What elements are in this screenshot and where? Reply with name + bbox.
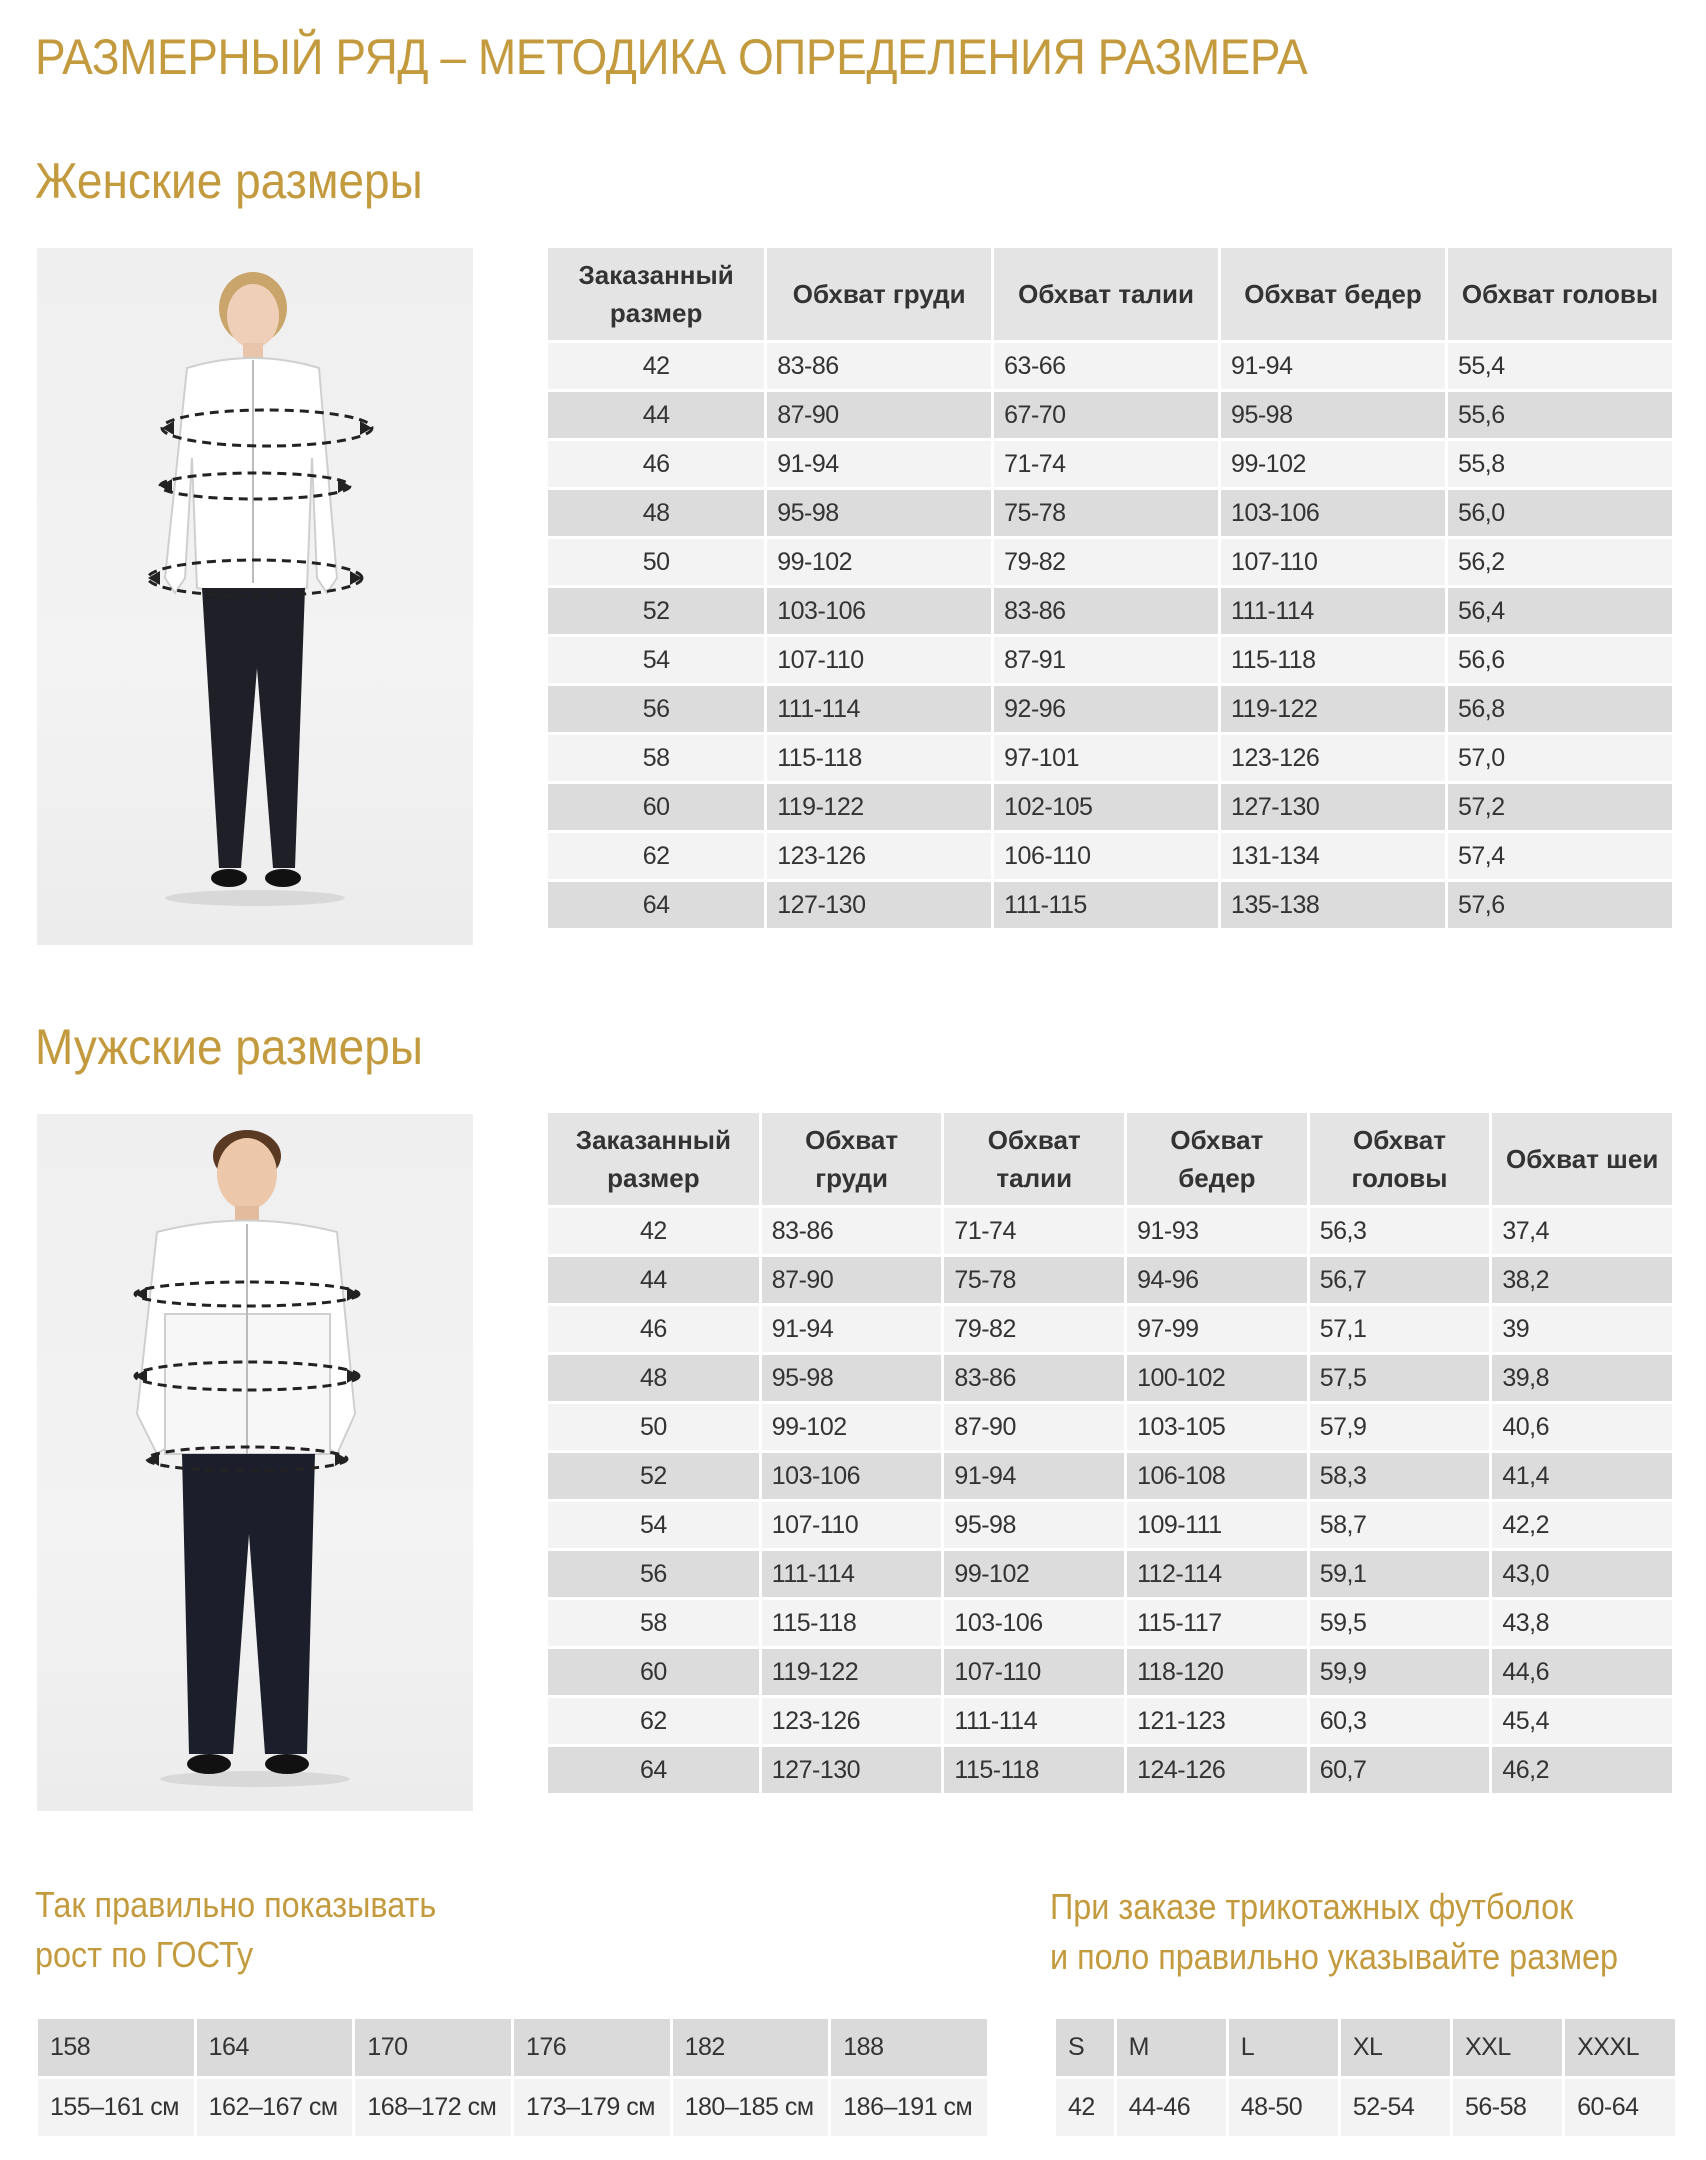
height-range: 155–161 см	[38, 2079, 194, 2136]
table-cell: 91-93	[1127, 1208, 1307, 1254]
table-cell: 95-98	[767, 490, 991, 536]
table-cell: 37,4	[1492, 1208, 1672, 1254]
tshirt-label-row	[1056, 2019, 1675, 2076]
table-cell: 42	[548, 343, 764, 389]
tshirt-table	[1053, 2016, 1678, 2139]
table-cell: 64	[548, 882, 764, 928]
table-cell: 127-130	[1221, 784, 1445, 830]
table-row	[548, 784, 1672, 830]
table-cell: 56,8	[1448, 686, 1672, 732]
table-cell: 57,6	[1448, 882, 1672, 928]
table-row	[548, 539, 1672, 585]
table-cell: 99-102	[762, 1404, 942, 1450]
table-row	[548, 1649, 1672, 1695]
table-cell: 57,0	[1448, 735, 1672, 781]
table-cell: 103-106	[1221, 490, 1445, 536]
table-cell: 115-118	[762, 1600, 942, 1646]
table-cell: 79-82	[994, 539, 1218, 585]
table-cell: 55,4	[1448, 343, 1672, 389]
table-row	[548, 1355, 1672, 1401]
table-cell: 94-96	[1127, 1257, 1307, 1303]
table-row	[548, 490, 1672, 536]
table-cell: 115-118	[944, 1747, 1124, 1793]
table-cell: 57,2	[1448, 784, 1672, 830]
header-cell: Обхват груди	[767, 248, 991, 340]
table-cell: 115-118	[767, 735, 991, 781]
table-cell: 135-138	[1221, 882, 1445, 928]
table-cell: 57,1	[1310, 1306, 1490, 1352]
tshirt-label: XL	[1341, 2019, 1450, 2076]
table-row	[548, 1453, 1672, 1499]
table-cell: 95-98	[762, 1355, 942, 1401]
men-section-title: Мужские размеры	[35, 1019, 423, 1075]
men-size-table	[545, 1110, 1675, 1796]
page-title: РАЗМЕРНЫЙ РЯД – МЕТОДИКА ОПРЕДЕЛЕНИЯ РАЗМЕРА	[35, 29, 1308, 85]
tshirt-label: M	[1117, 2019, 1226, 2076]
table-cell: 56	[548, 686, 764, 732]
table-cell: 83-86	[762, 1208, 942, 1254]
table-cell: 40,6	[1492, 1404, 1672, 1450]
table-cell: 124-126	[1127, 1747, 1307, 1793]
table-cell: 106-108	[1127, 1453, 1307, 1499]
table-cell: 118-120	[1127, 1649, 1307, 1695]
table-cell: 57,5	[1310, 1355, 1490, 1401]
table-cell: 119-122	[1221, 686, 1445, 732]
table-cell: 91-94	[1221, 343, 1445, 389]
table-cell: 57,4	[1448, 833, 1672, 879]
table-cell: 95-98	[944, 1502, 1124, 1548]
table-cell: 39	[1492, 1306, 1672, 1352]
table-cell: 107-110	[1221, 539, 1445, 585]
height-heading-line1: Так правильно показывать	[35, 1884, 437, 1925]
table-cell: 56	[548, 1551, 759, 1597]
table-cell: 79-82	[944, 1306, 1124, 1352]
table-row	[548, 343, 1672, 389]
height-label: 188	[831, 2019, 987, 2076]
height-heading-line2: рост по ГОСТу	[35, 1934, 254, 1975]
table-cell: 119-122	[762, 1649, 942, 1695]
height-range: 180–185 см	[673, 2079, 829, 2136]
table-cell: 44,6	[1492, 1649, 1672, 1695]
table-cell: 123-126	[1221, 735, 1445, 781]
table-cell: 95-98	[1221, 392, 1445, 438]
table-cell: 60,3	[1310, 1698, 1490, 1744]
table-cell: 119-122	[767, 784, 991, 830]
table-cell: 111-115	[994, 882, 1218, 928]
table-cell: 111-114	[767, 686, 991, 732]
tshirt-size: 44-46	[1117, 2079, 1226, 2136]
table-cell: 52	[548, 588, 764, 634]
tshirt-size: 52-54	[1341, 2079, 1450, 2136]
table-cell: 123-126	[762, 1698, 942, 1744]
table-cell: 99-102	[944, 1551, 1124, 1597]
tshirt-size: 48-50	[1229, 2079, 1338, 2136]
header-cell: Заказанный размер	[548, 248, 764, 340]
table-cell: 42,2	[1492, 1502, 1672, 1548]
table-cell: 56,4	[1448, 588, 1672, 634]
table-cell: 58	[548, 1600, 759, 1646]
table-cell: 111-114	[762, 1551, 942, 1597]
table-cell: 60	[548, 1649, 759, 1695]
table-cell: 121-123	[1127, 1698, 1307, 1744]
table-cell: 111-114	[944, 1698, 1124, 1744]
height-heading	[35, 1880, 436, 1980]
table-cell: 103-106	[762, 1453, 942, 1499]
table-cell: 56,7	[1310, 1257, 1490, 1303]
table-row	[548, 1747, 1672, 1793]
men-photo	[37, 1114, 473, 1811]
table-cell: 42	[548, 1208, 759, 1254]
height-range: 173–179 см	[514, 2079, 670, 2136]
table-cell: 56,6	[1448, 637, 1672, 683]
header-cell: Обхват головы	[1448, 248, 1672, 340]
table-cell: 50	[548, 539, 764, 585]
tshirt-label: XXXL	[1565, 2019, 1675, 2076]
header-cell: Обхват бедер	[1127, 1113, 1307, 1205]
table-cell: 71-74	[944, 1208, 1124, 1254]
table-cell: 59,1	[1310, 1551, 1490, 1597]
table-cell: 91-94	[762, 1306, 942, 1352]
table-cell: 87-90	[767, 392, 991, 438]
table-cell: 57,9	[1310, 1404, 1490, 1450]
table-cell: 103-105	[1127, 1404, 1307, 1450]
height-label: 170	[355, 2019, 511, 2076]
table-cell: 92-96	[994, 686, 1218, 732]
table-cell: 62	[548, 1698, 759, 1744]
table-cell: 83-86	[994, 588, 1218, 634]
table-row	[548, 392, 1672, 438]
height-range: 162–167 см	[197, 2079, 353, 2136]
table-cell: 71-74	[994, 441, 1218, 487]
table-row	[548, 1600, 1672, 1646]
header-cell: Обхват бедер	[1221, 248, 1445, 340]
table-row	[548, 1257, 1672, 1303]
table-cell: 60,7	[1310, 1747, 1490, 1793]
tshirt-heading	[1050, 1882, 1618, 1982]
table-cell: 52	[548, 1453, 759, 1499]
table-cell: 127-130	[762, 1747, 942, 1793]
table-cell: 56,2	[1448, 539, 1672, 585]
table-cell: 123-126	[767, 833, 991, 879]
tshirt-size-row	[1056, 2079, 1675, 2136]
tshirt-size: 56-58	[1453, 2079, 1562, 2136]
header-cell: Обхват талии	[944, 1113, 1124, 1205]
table-cell: 58	[548, 735, 764, 781]
table-cell: 91-94	[767, 441, 991, 487]
height-range: 186–191 см	[831, 2079, 987, 2136]
table-cell: 127-130	[767, 882, 991, 928]
table-row	[548, 833, 1672, 879]
table-row	[548, 1698, 1672, 1744]
table-cell: 112-114	[1127, 1551, 1307, 1597]
header-cell: Обхват груди	[762, 1113, 942, 1205]
table-cell: 48	[548, 490, 764, 536]
table-cell: 56,0	[1448, 490, 1672, 536]
table-cell: 39,8	[1492, 1355, 1672, 1401]
table-cell: 106-110	[994, 833, 1218, 879]
tshirt-size: 42	[1056, 2079, 1114, 2136]
table-cell: 64	[548, 1747, 759, 1793]
tshirt-label: L	[1229, 2019, 1338, 2076]
table-cell: 59,5	[1310, 1600, 1490, 1646]
table-row	[548, 1502, 1672, 1548]
table-row	[548, 1404, 1672, 1450]
table-cell: 102-105	[994, 784, 1218, 830]
table-cell: 46	[548, 441, 764, 487]
table-row	[548, 882, 1672, 928]
table-cell: 63-66	[994, 343, 1218, 389]
table-cell: 46	[548, 1306, 759, 1352]
table-cell: 107-110	[944, 1649, 1124, 1695]
height-range-row	[38, 2079, 987, 2136]
table-cell: 97-99	[1127, 1306, 1307, 1352]
women-photo	[37, 248, 473, 945]
table-cell: 43,0	[1492, 1551, 1672, 1597]
table-cell: 58,3	[1310, 1453, 1490, 1499]
table-cell: 87-90	[762, 1257, 942, 1303]
header-cell: Обхват головы	[1310, 1113, 1490, 1205]
height-label: 176	[514, 2019, 670, 2076]
table-cell: 55,6	[1448, 392, 1672, 438]
table-row	[548, 686, 1672, 732]
table-cell: 109-111	[1127, 1502, 1307, 1548]
header-cell: Обхват шеи	[1492, 1113, 1672, 1205]
table-cell: 83-86	[767, 343, 991, 389]
table-cell: 67-70	[994, 392, 1218, 438]
table-cell: 38,2	[1492, 1257, 1672, 1303]
height-range: 168–172 см	[355, 2079, 511, 2136]
table-cell: 87-90	[944, 1404, 1124, 1450]
table-row	[548, 1551, 1672, 1597]
table-cell: 107-110	[762, 1502, 942, 1548]
tshirt-label: S	[1056, 2019, 1114, 2076]
table-cell: 44	[548, 392, 764, 438]
height-label: 158	[38, 2019, 194, 2076]
tshirt-size: 60-64	[1565, 2079, 1675, 2136]
table-cell: 54	[548, 1502, 759, 1548]
table-cell: 115-117	[1127, 1600, 1307, 1646]
table-cell: 44	[548, 1257, 759, 1303]
header-cell: Обхват талии	[994, 248, 1218, 340]
table-cell: 75-78	[994, 490, 1218, 536]
table-cell: 91-94	[944, 1453, 1124, 1499]
table-cell: 83-86	[944, 1355, 1124, 1401]
table-cell: 46,2	[1492, 1747, 1672, 1793]
table-cell: 103-106	[767, 588, 991, 634]
table-row	[548, 735, 1672, 781]
table-cell: 111-114	[1221, 588, 1445, 634]
table-cell: 54	[548, 637, 764, 683]
table-cell: 100-102	[1127, 1355, 1307, 1401]
table-cell: 107-110	[767, 637, 991, 683]
table-cell: 58,7	[1310, 1502, 1490, 1548]
table-header-row	[548, 248, 1672, 340]
women-size-table	[545, 245, 1675, 931]
table-cell: 75-78	[944, 1257, 1124, 1303]
height-label-row	[38, 2019, 987, 2076]
height-label: 182	[673, 2019, 829, 2076]
header-cell: Заказанный размер	[548, 1113, 759, 1205]
table-cell: 48	[548, 1355, 759, 1401]
table-cell: 103-106	[944, 1600, 1124, 1646]
height-table	[35, 2016, 990, 2139]
table-cell: 56,3	[1310, 1208, 1490, 1254]
height-label: 164	[197, 2019, 353, 2076]
table-header-row	[548, 1113, 1672, 1205]
table-row	[548, 1208, 1672, 1254]
tshirt-label: XXL	[1453, 2019, 1562, 2076]
table-row	[548, 1306, 1672, 1352]
table-cell: 97-101	[994, 735, 1218, 781]
tshirt-heading-line2: и поло правильно указывайте размер	[1050, 1936, 1619, 1977]
table-cell: 99-102	[767, 539, 991, 585]
table-cell: 41,4	[1492, 1453, 1672, 1499]
table-row	[548, 588, 1672, 634]
table-cell: 45,4	[1492, 1698, 1672, 1744]
table-cell: 59,9	[1310, 1649, 1490, 1695]
table-cell: 87-91	[994, 637, 1218, 683]
table-cell: 50	[548, 1404, 759, 1450]
table-cell: 115-118	[1221, 637, 1445, 683]
table-cell: 60	[548, 784, 764, 830]
table-row	[548, 441, 1672, 487]
table-cell: 62	[548, 833, 764, 879]
table-cell: 43,8	[1492, 1600, 1672, 1646]
table-cell: 55,8	[1448, 441, 1672, 487]
table-row	[548, 637, 1672, 683]
women-section-title: Женские размеры	[35, 153, 423, 209]
table-cell: 99-102	[1221, 441, 1445, 487]
tshirt-heading-line1: При заказе трикотажных футболок	[1050, 1886, 1574, 1927]
table-cell: 131-134	[1221, 833, 1445, 879]
